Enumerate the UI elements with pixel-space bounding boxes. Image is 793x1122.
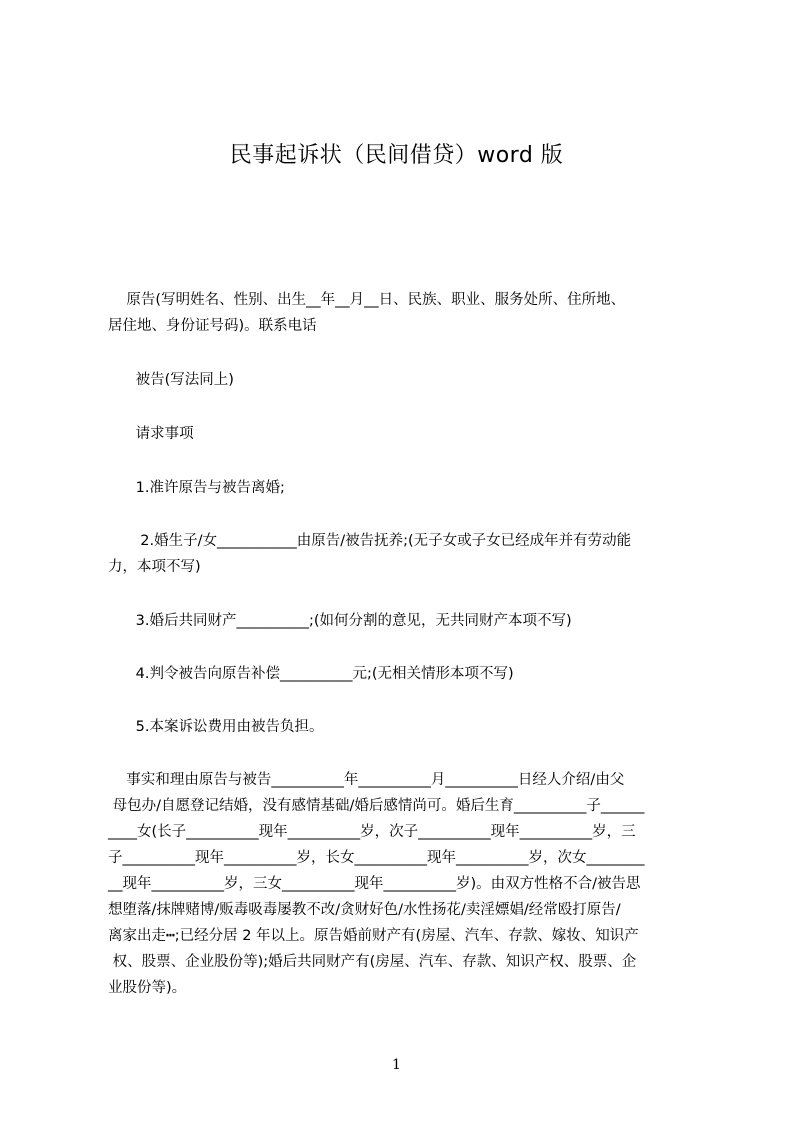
plaintiff-line: 原告(写明姓名、性别、出生__年__月__日、民族、职业、服务处所、住所地、 [108, 292, 626, 308]
facts-line: 事实和理由原告与被告__________年__________月__________日经人介绍/由父 [108, 772, 625, 788]
facts-line: 离家出走┅;已经分居 2 年以上。原告婚前财产有(房屋、汽车、存款、嫁妆、知识产 [108, 928, 639, 944]
defendant-paragraph [108, 367, 708, 393]
document-title: 民事起诉状（民间借贷）word 版 [229, 143, 564, 168]
facts-line: 母包办/自愿登记结婚，没有感情基础/婚后感情尚可。婚后生育__________子______ [108, 798, 645, 814]
claim-item-4 [108, 661, 708, 687]
claims-heading [108, 421, 708, 447]
facts-paragraph [108, 767, 708, 1001]
claim-line: 力，本项不写) [108, 559, 201, 575]
defendant-line: 被告(写法同上) [108, 372, 234, 388]
page-number: 1 [392, 1057, 401, 1073]
claim-item-5 [108, 714, 708, 740]
facts-line: 子__________现年__________岁，长女__________现年__________岁，次女________ [108, 850, 645, 866]
facts-line: 想堕落/抹牌赌博/贩毒吸毒屡教不改/贪财好色/水性扬花/卖淫嫖娼/经常殴打原告/ [108, 902, 621, 918]
claim-line: 2.婚生子/女___________由原告/被告抚养;(无子女或子女已经成年并有劳动能 [108, 533, 632, 549]
claim-item-2 [108, 528, 708, 580]
claim-line: 1.准许原告与被告离婚; [108, 480, 285, 496]
facts-line: __现年__________岁，三女__________现年__________岁)。由双方性格不合/被告思 [108, 876, 641, 892]
claim-line: 3.婚后共同财产__________;(如何分割的意见，无共同财产本项不写) [108, 613, 572, 629]
facts-line: ____女(长子__________现年__________岁，次子__________现年__________岁，三 [108, 824, 636, 840]
plaintiff-paragraph [108, 287, 708, 339]
claim-item-3 [108, 608, 708, 634]
facts-line: 权、股票、企业股份等);婚后共同财产有(房屋、汽车、存款、知识产权、股票、企 [108, 954, 637, 970]
claim-item-1 [108, 475, 708, 501]
claim-line: 5.本案诉讼费用由被告负担。 [108, 719, 324, 735]
claim-line: 4.判令被告向原告补偿__________元;(无相关情形本项不写) [108, 666, 514, 682]
plaintiff-line: 居住地、身份证号码)。联系电话 [108, 318, 317, 334]
claims-heading-text: 请求事项 [108, 426, 194, 442]
facts-line: 业股份等)。 [108, 980, 187, 996]
